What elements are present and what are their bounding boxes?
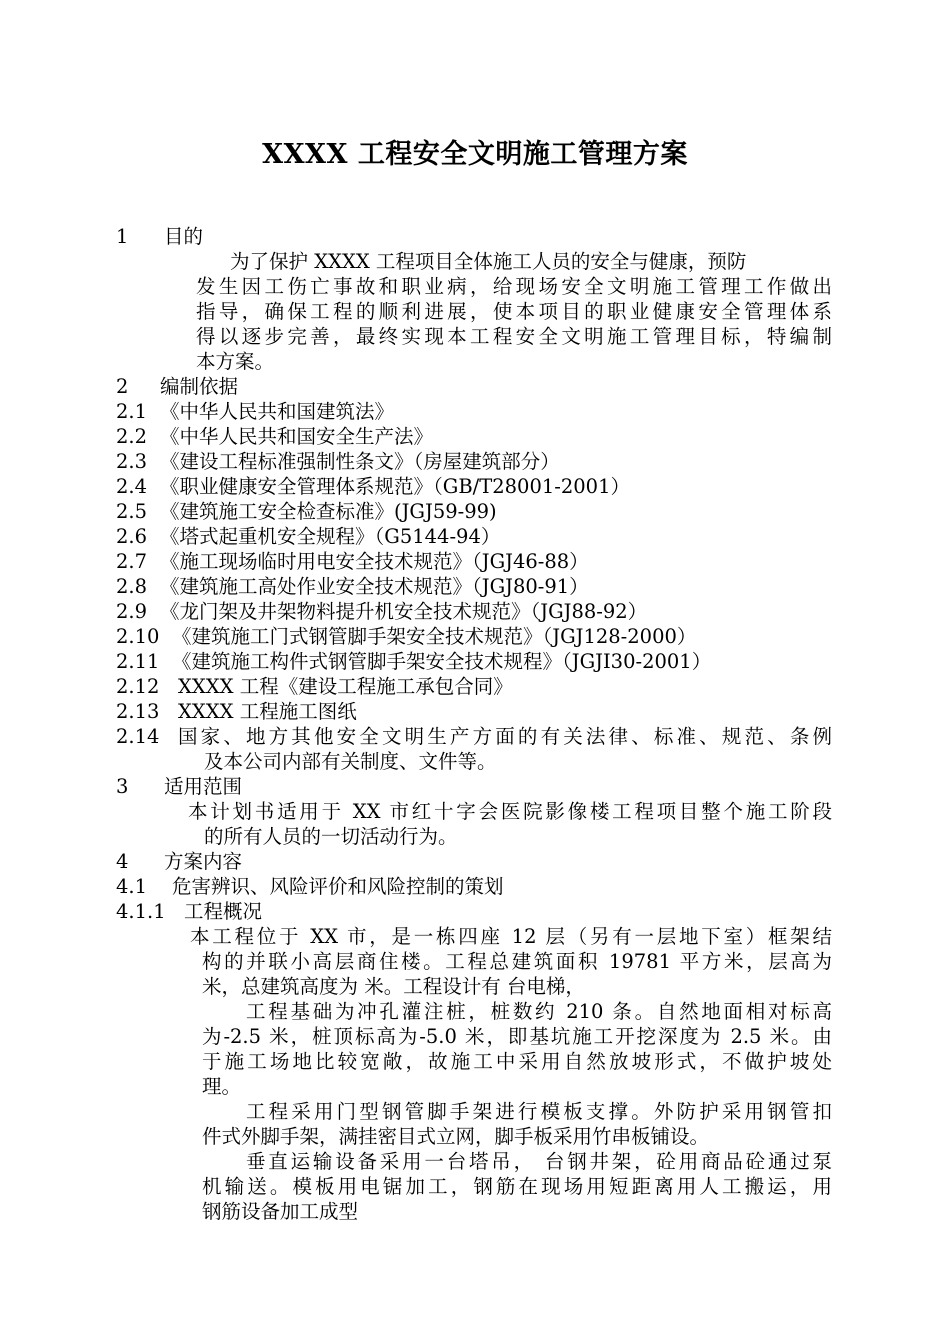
paragraph-line: 件式外脚手架，满挂密目式立网，脚手板采用竹串板铺设。: [202, 1125, 710, 1148]
section-heading: 目的: [164, 225, 204, 248]
list-item-text: 《中华人民共和国建筑法》: [160, 400, 395, 423]
list-item-number: 2.10: [116, 625, 160, 648]
list-item-text: 《建筑施工高处作业安全技术规范》（JGJ80-91）: [160, 575, 589, 598]
subsection-heading: 工程概况: [184, 900, 263, 923]
list-item-text: 《施工现场临时用电安全技术规范》（JGJ46-88）: [160, 550, 589, 573]
list-item-text: 《建筑施工构件式钢管脚手架安全技术规程》（JGJI30-2001）: [172, 650, 712, 673]
list-item-text: 《中华人民共和国安全生产法》: [160, 425, 434, 448]
paragraph-line: 构的并联小高层商住楼。工程总建筑面积 19781 平方米，层高为: [202, 950, 832, 973]
list-item-continuation: 及本公司内部有关制度、文件等。: [204, 750, 497, 773]
list-item-number: 2.9: [116, 600, 148, 623]
list-item-text: XXXX 工程施工图纸: [178, 700, 357, 723]
list-item-text: 《建设工程标准强制性条文》（房屋建筑部分）: [160, 450, 560, 473]
paragraph-line: 机输送。模板用电锯加工，钢筋在现场用短距离用人工搬运，用: [202, 1175, 832, 1198]
paragraph-line: 为了保护 XXXX 工程项目全体施工人员的安全与健康，预防: [230, 250, 747, 273]
section-number: 4: [116, 850, 129, 873]
list-item-number: 2.3: [116, 450, 148, 473]
list-item-number: 2.8: [116, 575, 148, 598]
list-item-number: 2.1: [116, 400, 148, 423]
paragraph-line: 的所有人员的一切活动行为。: [204, 825, 458, 848]
paragraph-line: 为-2.5 米，桩顶标高为-5.0 米，即基坑施工开挖深度为 2.5 米。由: [202, 1025, 832, 1048]
list-item-text: 《职业健康安全管理体系规范》（GB/T28001-2001）: [160, 475, 630, 498]
section-number: 2: [116, 375, 129, 398]
list-item-text: XXXX 工程《建设工程施工承包合同》: [178, 675, 513, 698]
paragraph-line: 工程基础为冲孔灌注桩，桩数约 210 条。自然地面相对标高: [246, 1000, 832, 1023]
paragraph-line: 本工程位于 XX 市，是一栋四座 12 层（另有一层地下室）框架结: [190, 925, 832, 948]
list-item-number: 2.7: [116, 550, 148, 573]
list-item-number: 2.4: [116, 475, 148, 498]
list-item-text: 国家、地方其他安全文明生产方面的有关法律、标准、规范、条例: [178, 725, 832, 748]
subsection-number: 4.1.1: [116, 900, 166, 923]
list-item-number: 2.14: [116, 725, 160, 748]
subsection-number: 4.1: [116, 875, 148, 898]
paragraph-line: 于施工场地比较宽敞，故施工中采用自然放坡形式，不做护坡处: [202, 1050, 832, 1073]
page-title: XXXX 工程安全文明施工管理方案: [262, 139, 688, 170]
paragraph-line: 理。: [202, 1075, 242, 1098]
list-item-number: 2.5: [116, 500, 148, 523]
section-heading: 编制依据: [160, 375, 239, 398]
section-heading: 方案内容: [164, 850, 243, 873]
paragraph-line: 钢筋设备加工成型: [202, 1200, 359, 1223]
list-item-number: 2.13: [116, 700, 160, 723]
paragraph-line: 工程采用门型钢管脚手架进行模板支撑。外防护采用钢管扣: [246, 1100, 832, 1123]
paragraph-line: 本方案。: [196, 350, 275, 373]
list-item-text: 《建筑施工门式钢管脚手架安全技术规范》（JGJ128-2000）: [172, 625, 697, 648]
list-item-number: 2.12: [116, 675, 160, 698]
list-item-number: 2.11: [116, 650, 160, 673]
subsection-heading: 危害辨识、风险评价和风险控制的策划: [172, 875, 504, 898]
paragraph-line: 指导，确保工程的顺利进展，使本项目的职业健康安全管理体系: [196, 300, 832, 323]
section-number: 3: [116, 775, 129, 798]
section-number: 1: [116, 225, 129, 248]
paragraph-line: 发生因工伤亡事故和职业病，给现场安全文明施工管理工作做出: [196, 275, 832, 298]
list-item-text: 《塔式起重机安全规程》（G5144-94）: [160, 525, 501, 548]
paragraph-line: 得以逐步完善，最终实现本工程安全文明施工管理目标，特编制: [196, 325, 832, 348]
list-item-text: 《龙门架及井架物料提升机安全技术规范》（JGJ88-92）: [160, 600, 648, 623]
list-item-text: 《建筑施工安全检查标准》(JGJ59-99): [160, 500, 497, 523]
paragraph-line: 米，总建筑高度为 米。工程设计有 台电梯，: [202, 975, 585, 998]
paragraph-line: 本计划书适用于 XX 市红十字会医院影像楼工程项目整个施工阶段: [188, 800, 832, 823]
list-item-number: 2.2: [116, 425, 148, 448]
section-heading: 适用范围: [164, 775, 243, 798]
paragraph-line: 垂直运输设备采用一台塔吊， 台钢井架，砼用商品砼通过泵: [246, 1150, 832, 1173]
list-item-number: 2.6: [116, 525, 148, 548]
